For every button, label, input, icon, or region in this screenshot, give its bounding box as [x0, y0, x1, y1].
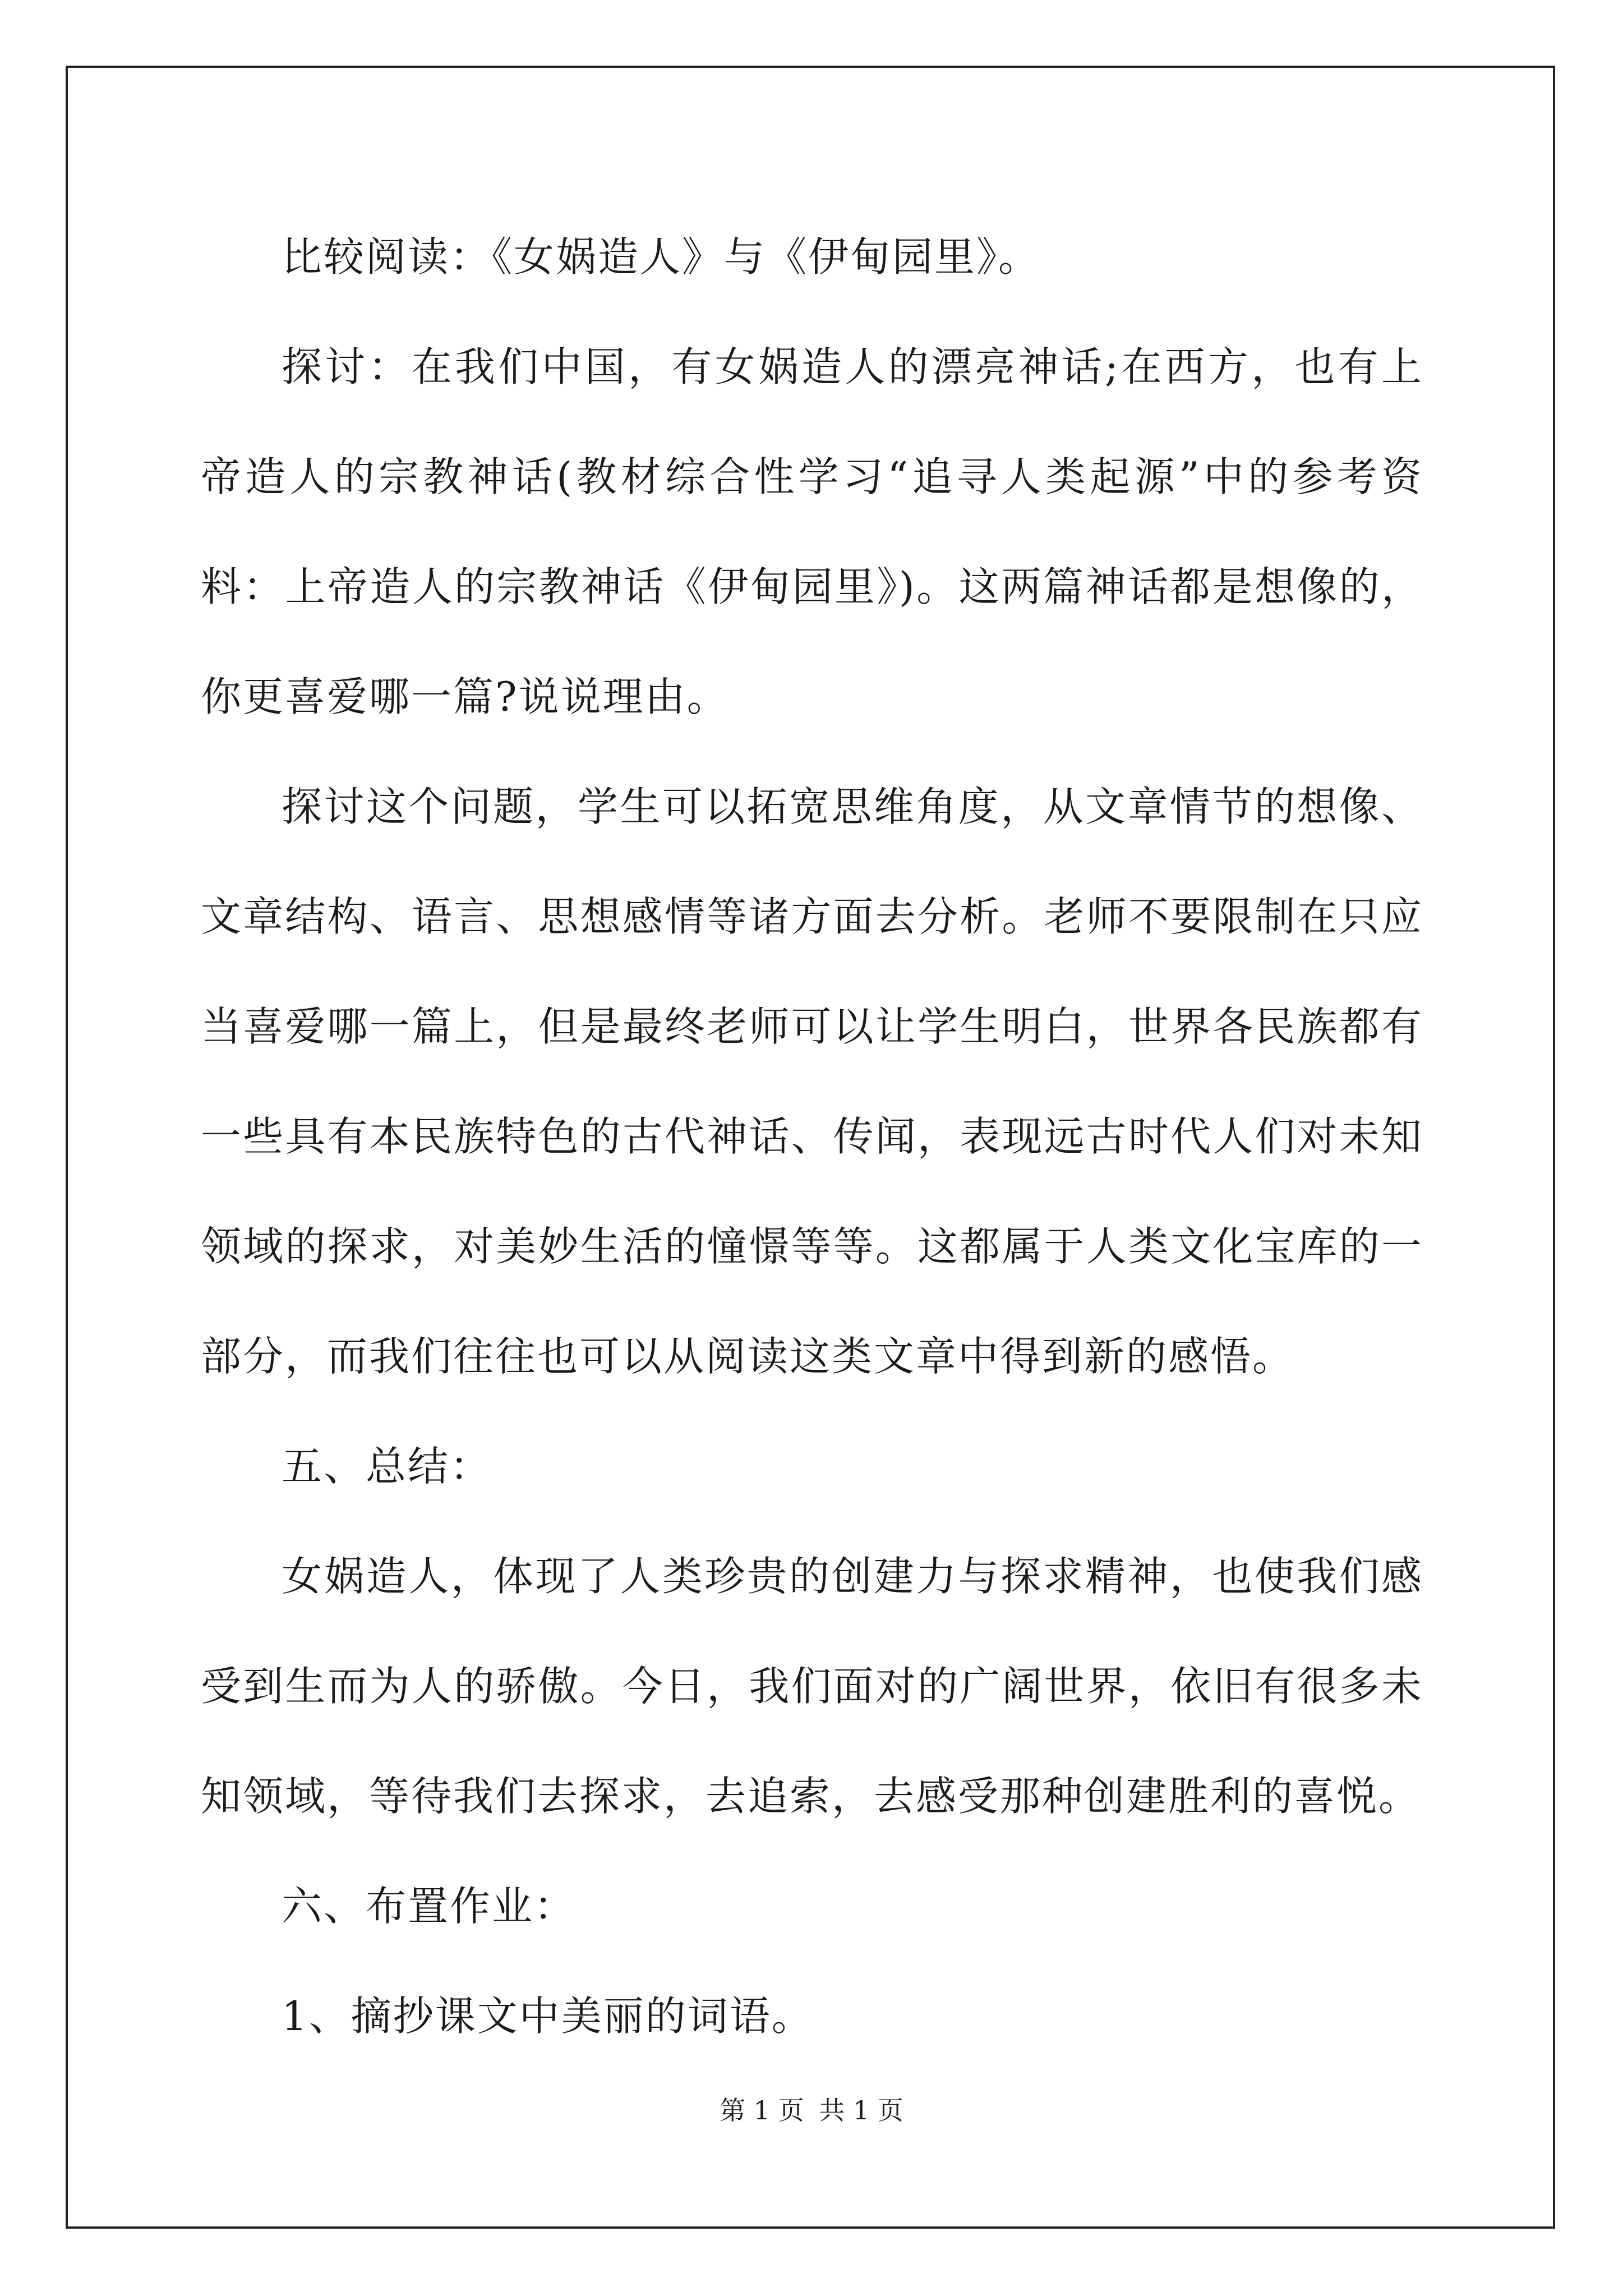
page-footer: [0, 2093, 1623, 2127]
paragraph-discussion-guidance: 探讨这个问题，学生可以拓宽思维角度，从文章情节的想像、文章结构、语言、思想感情等诸方面去分析。老师不要限制在只应当喜爱哪一篇上，但是最终老师可以让学生明白，世界各民族都有一些具有本民族特色的古代神话、传闻，表现远古时代人们对未知领域的探求，对美妙生活的憧憬等等。这都属于人类文化宝库的一部分，而我们往往也可以从阅读这类文章中得到新的感悟。: [201, 783, 1423, 1380]
page-total: 共 1 页: [819, 2095, 903, 2125]
paragraph-comparative-reading: 比较阅读：《女娲造人》与《伊甸园里》。: [282, 233, 1041, 280]
section-heading-homework: 六、布置作业：: [282, 1883, 577, 1930]
page-number: 第 1 页: [720, 2095, 804, 2125]
document-body: [201, 202, 1423, 2071]
paragraph-summary: 女娲造人，体现了人类珍贵的创建力与探求精神，也使我们感受到生而为人的骄傲。今日，我们面对的广阔世界，依旧有很多未知领域，等待我们去探求，去追索，去感受那种创建胜利的喜悦。: [201, 1553, 1423, 1820]
homework-item-1: 1、摘抄课文中美丽的词语。: [282, 1993, 814, 2040]
section-heading-summary: 五、总结：: [282, 1443, 492, 1490]
paragraph-discussion-question: 探讨：在我们中国，有女娲造人的漂亮神话;在西方，也有上帝造人的宗教神话(教材综合性学习“追寻人类起源”中的参考资料：上帝造人的宗教神话《伊甸园里》)。这两篇神话都是想像的，你更喜爱哪一篇?说说理由。: [201, 343, 1423, 720]
